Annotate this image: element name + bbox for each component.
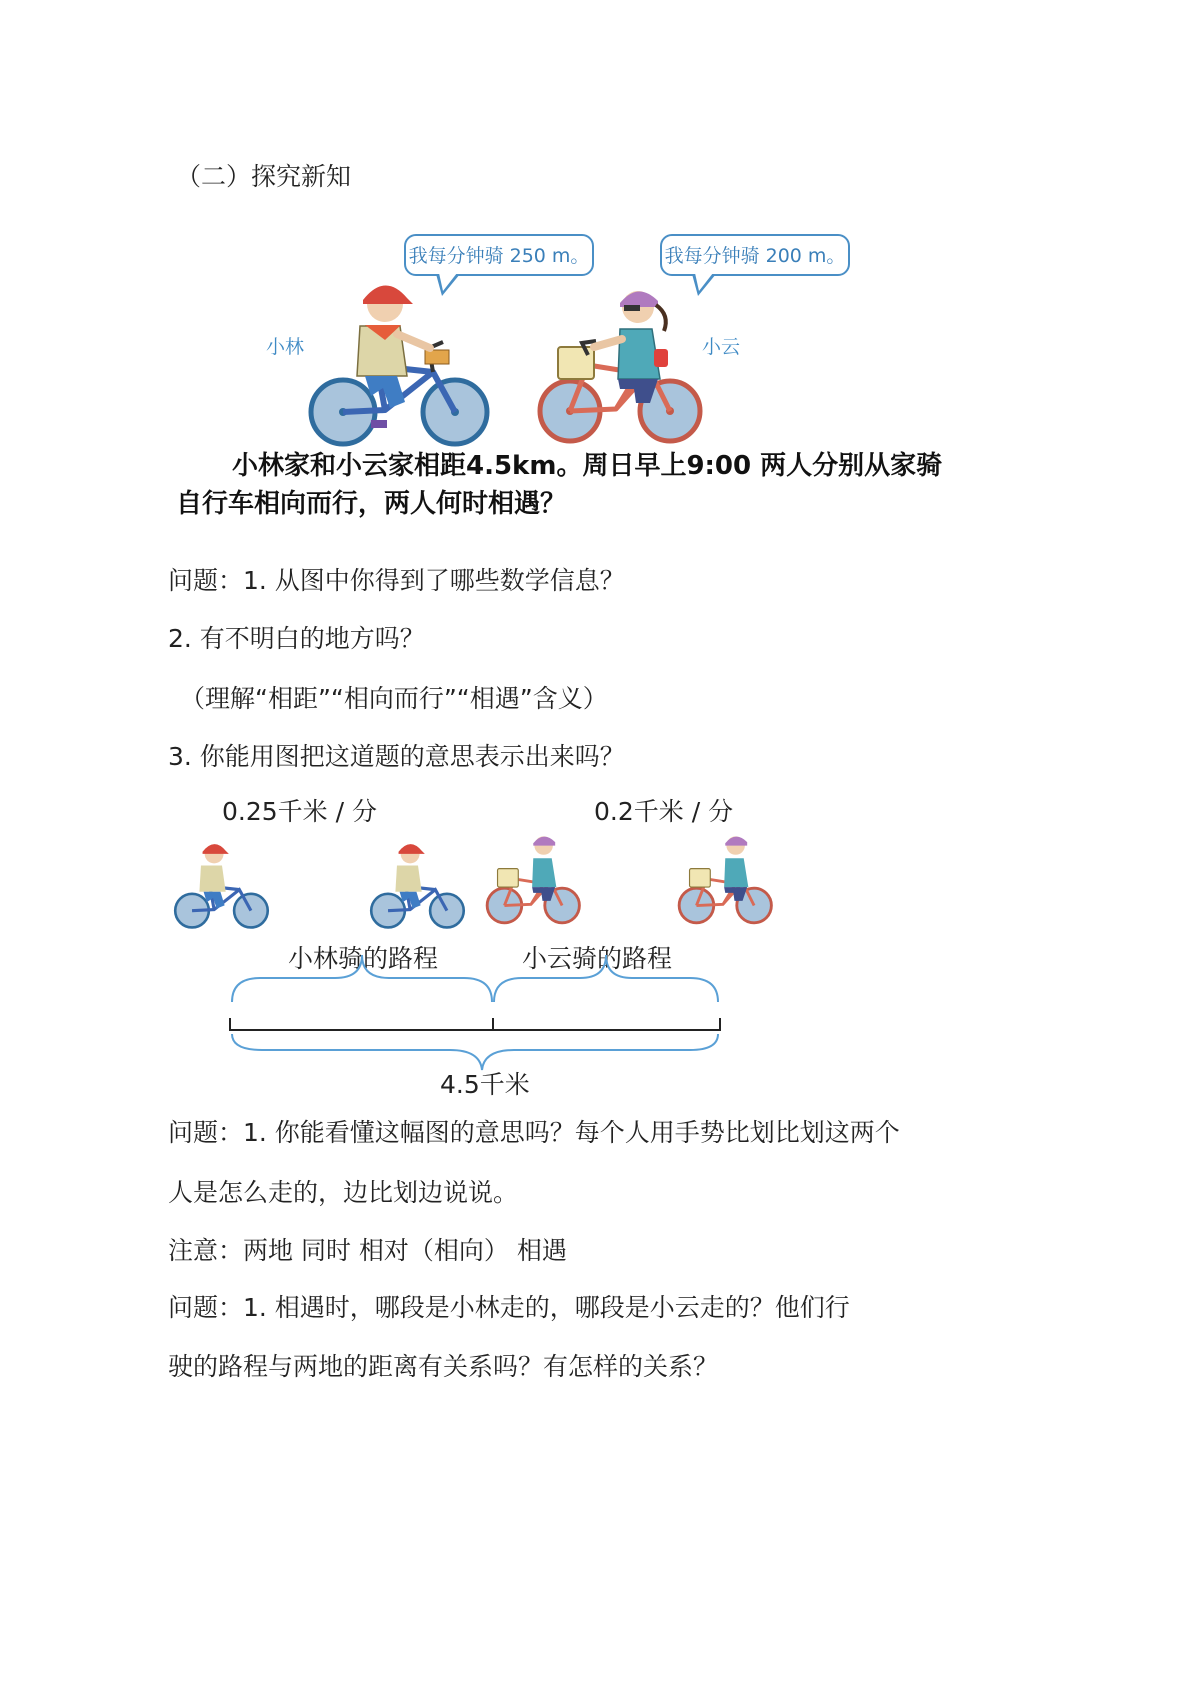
question-b-line-4: 驶的路程与两地的距离有关系吗？有怎样的关系？ bbox=[168, 1352, 719, 1381]
question-2: 2. 有不明白的地方吗？ bbox=[168, 624, 425, 653]
question-b-line-1: 问题：1. 你能看懂这幅图的意思吗？每个人用手势比划比划这两个 bbox=[168, 1118, 900, 1147]
brace-lin bbox=[232, 955, 492, 1002]
section-heading: （二）探究新知 bbox=[176, 162, 352, 191]
segment-label-yun: 小云骑的路程 bbox=[522, 944, 673, 973]
question-b-line-2: 人是怎么走的，边比划边说说。 bbox=[168, 1178, 519, 1207]
brace-total bbox=[232, 1034, 718, 1070]
problem-line-1: 小林家和小云家相距4.5km。周日早上9:00 两人分别从家骑 bbox=[232, 451, 943, 481]
speech-bubble-lin: 我每分钟骑 250 m。 bbox=[404, 234, 594, 276]
speed-label-yun: 0.2千米 / 分 bbox=[594, 797, 734, 826]
problem-line-2: 自行车相向而行，两人何时相遇？ bbox=[176, 489, 567, 519]
speed-label-lin: 0.25千米 / 分 bbox=[222, 797, 377, 826]
total-distance-label: 4.5千米 bbox=[440, 1070, 530, 1099]
speech-bubble-yun: 我每分钟骑 200 m。 bbox=[660, 234, 850, 276]
brace-yun bbox=[494, 955, 718, 1002]
segment-label-lin: 小林骑的路程 bbox=[288, 944, 439, 973]
attention-note: 注意：两地 同时 相对（相向） 相遇 bbox=[168, 1236, 567, 1265]
question-b-line-3: 问题：1. 相遇时，哪段是小林走的，哪段是小云走的？他们行 bbox=[168, 1293, 850, 1322]
question-note: （理解“相距”“相向而行”“相遇”含义） bbox=[180, 684, 608, 713]
name-label-lin: 小林 bbox=[266, 336, 305, 358]
question-3: 3. 你能用图把这道题的意思表示出来吗？ bbox=[168, 742, 625, 771]
question-1: 问题：1. 从图中你得到了哪些数学信息？ bbox=[168, 566, 625, 595]
name-label-yun: 小云 bbox=[702, 336, 741, 358]
